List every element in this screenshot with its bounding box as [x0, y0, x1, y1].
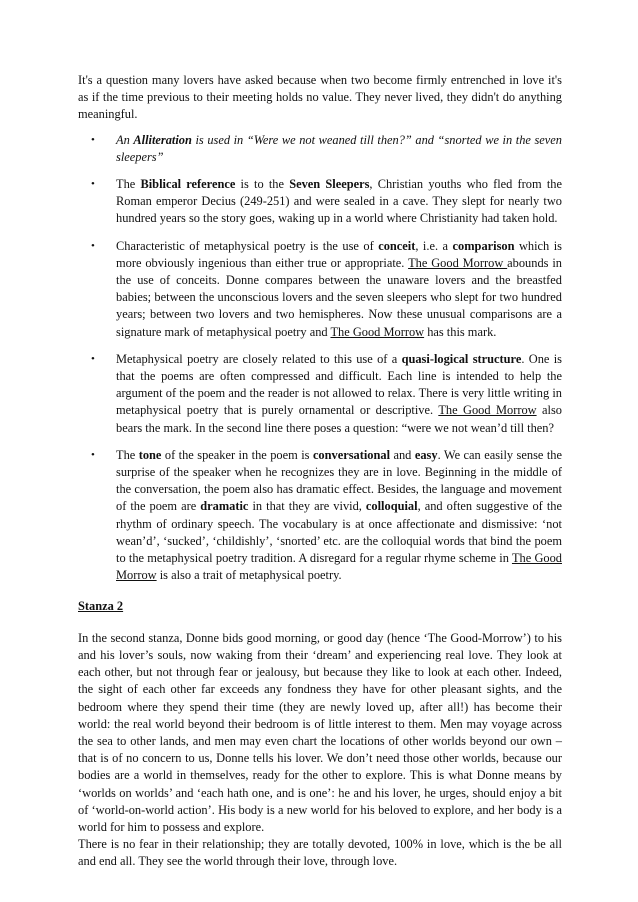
- text: , and often suggestive of the rhythm of ordinary speech. The vocabulary is at once affectionate and dismissive: ‘not wean’d’, ‘sucked’, ‘childishly’, ‘snorted’ etc. are the colloquial words that bind the poem to the metaphysical poetry tradition. A disregard for a regular rhyme scheme in: [116, 499, 562, 566]
- bullet-conceit: [78, 238, 562, 341]
- text: The: [116, 447, 139, 462]
- text: has this mark.: [424, 324, 497, 339]
- term-colloquial: colloquial: [365, 499, 418, 514]
- term-quasi-logical-structure: quasi-logical structure: [401, 351, 522, 366]
- stanza-2-paragraph: In the second stanza, Donne bids good morning, or good day (hence ‘The Good-Morrow’) to his and his lover’s souls, now waking from their ‘dream’ and experiencing real love. They look at each other, but not through fear or jealousy, but because they like to look at each other. Indeed, the sight of each other far exceeds any fondness they have for other pleasant sights, and the bedroom where they spend their time (they are newly loved up, after all!) has become their world: the real world beyond their bedroom is of little interest to them. Men may voyage across the sea to other lands, and men may even chart the locations of other worlds beyond our own – that is of no concern to us, Donne tells his lover. We don’t need those other worlds, because our bodies are a world in themselves, ready for the other to explore. This is what Donne means by ‘worlds on worlds’ and ‘each hath one, and is one’: he and his lover, he urges, should enjoy a bit of ‘world-on-world action’. His body is a new world for his beloved to explore, and her body is a world for him to possess and explore.: [78, 630, 562, 834]
- term-dramatic: dramatic: [200, 499, 249, 514]
- bullet-icon: •: [91, 448, 95, 461]
- bullet-quasi-logical: [78, 351, 562, 437]
- text: Metaphysical poetry are closely related to this use of a: [116, 351, 402, 366]
- text: is to the: [235, 177, 290, 192]
- document-page: [78, 72, 562, 871]
- text: is used in “Were we not weaned till then?” and “snorted we in the seven sleepers”: [116, 132, 562, 164]
- term-alliteration: Alliteration: [133, 132, 192, 147]
- section-heading: Stanza 2: [78, 599, 124, 614]
- term-comparison: comparison: [452, 238, 515, 253]
- text: is also a trait of metaphysical poetry.: [156, 568, 342, 583]
- intro-paragraph: It's a question many lovers have asked because when two become firmly entrenched in love it's as if the time previous to their meeting holds no value. They never lived, they didn't do anything meaningful.: [78, 73, 562, 122]
- bullet-alliteration: [78, 132, 562, 166]
- text: , i.e. a: [415, 238, 453, 253]
- bullet-icon: •: [91, 178, 95, 191]
- text: also bears the mark. In the second line there poses a question: “were we not wean’d till then?: [116, 403, 562, 435]
- bullet-icon: •: [91, 133, 95, 146]
- term-seven-sleepers: Seven Sleepers: [289, 177, 370, 192]
- title-good-morrow: The Good Morrow: [408, 255, 508, 270]
- text: in that they are vivid,: [248, 499, 366, 514]
- bullet-tone: [78, 447, 562, 585]
- bullet-list: [78, 132, 562, 585]
- bullet-icon: •: [91, 352, 95, 365]
- text: , Christian youths who fled from the Roman emperor Decius (249-251) and were sealed in a cave. They slept for nearly two hundred years so the story goes, waking up in a world where Christianity had taken hold.: [116, 177, 562, 226]
- bullet-biblical-reference: [78, 176, 562, 228]
- term-tone: tone: [138, 447, 162, 462]
- text: which is more obviously ingenious than either true or appropriate.: [116, 238, 562, 270]
- text: Characteristic of metaphysical poetry is the use of: [116, 238, 379, 253]
- term-conceit: conceit: [378, 238, 416, 253]
- text: and: [390, 447, 415, 462]
- title-good-morrow: The Good Morrow: [116, 551, 562, 583]
- text: . We can easily sense the surprise of the speaker when he recognizes they are in love. Beginning in the middle of the conversation, the poem also has dramatic effect. Besides, the language and movement of the poem are: [116, 447, 562, 514]
- text: abounds in the use of conceits. Donne compares between the unaware lovers and the breastfed babies; between the unconscious lovers and the seven sleepers who slept for two hundred years; between two lovers and two hemispheres. Now these unusual comparisons are a signature mark of metaphysical poetry and: [116, 255, 562, 339]
- title-good-morrow: The Good Morrow: [438, 403, 537, 418]
- closing-paragraph: There is no fear in their relationship; they are totally devoted, 100% in love, which is the be all and end all. They see the world through their love, through love.: [78, 837, 562, 869]
- text: . One is that the poems are often compressed and difficult. Each line is intended to help the argument of the poem and the reader is not allowed to relax. There is very little writing in metaphysical poetry that is purely ornamental or descriptive.: [116, 351, 563, 418]
- term-conversational: conversational: [312, 447, 391, 462]
- title-good-morrow: The Good Morrow: [330, 324, 425, 339]
- term-biblical-reference: Biblical reference: [140, 177, 236, 192]
- bullet-icon: •: [91, 239, 95, 252]
- term-easy: easy: [414, 447, 438, 462]
- text: An: [116, 132, 134, 147]
- text: The: [116, 177, 141, 192]
- text: of the speaker in the poem is: [161, 447, 313, 462]
